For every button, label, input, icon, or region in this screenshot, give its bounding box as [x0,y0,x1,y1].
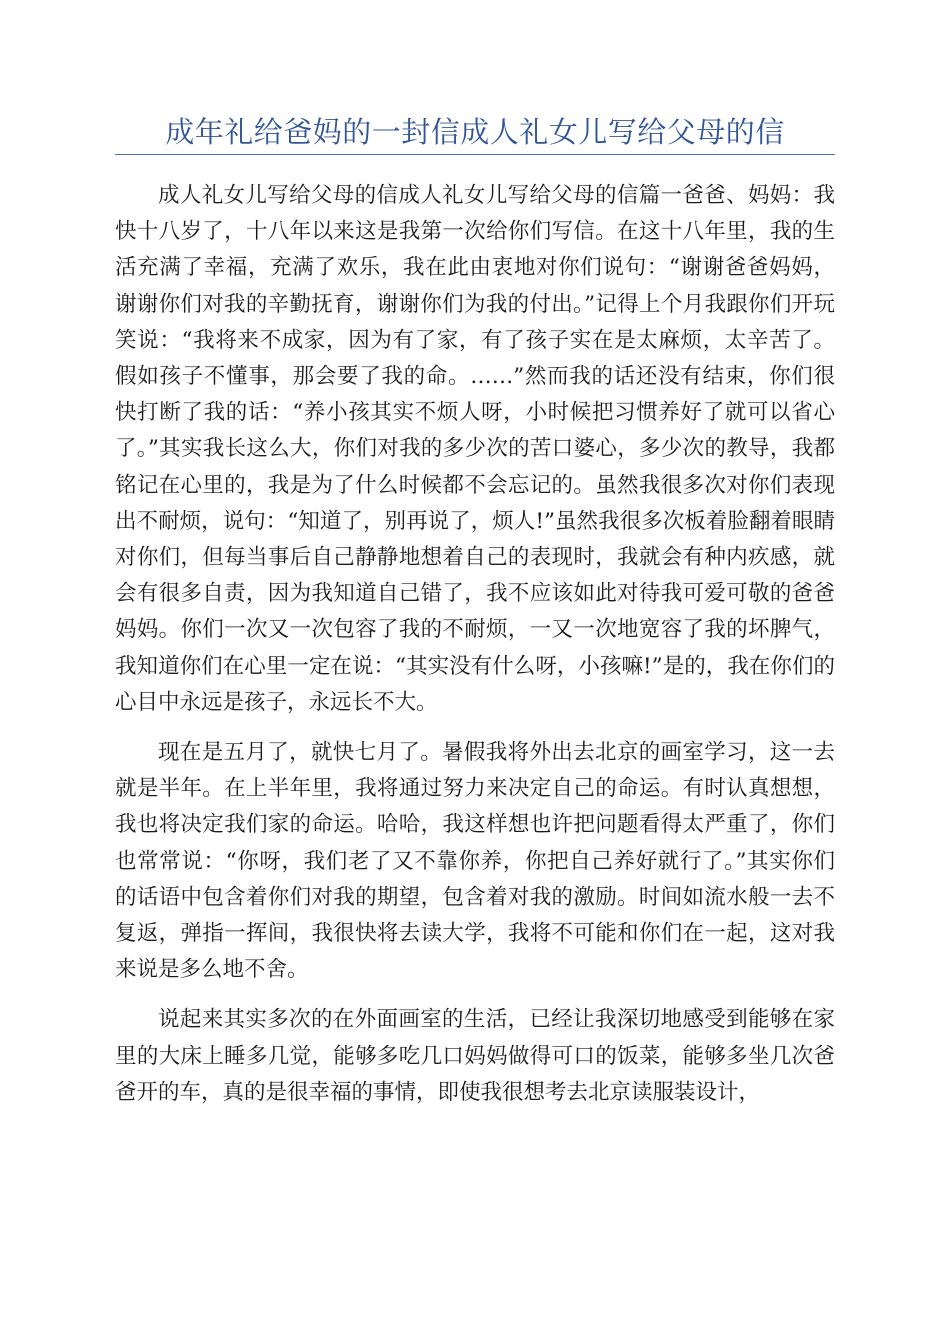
paragraph-3: 说起来其实多次的在外面画室的生活，已经让我深切地感受到能够在家里的大床上睡多几觉，能够多吃几口妈妈做得可口的饭菜，能够多坐几次爸爸开的车，真的是很幸福的事情，即使我很想考去北京读服装设计， [115,1007,835,1105]
title-underline [115,154,835,155]
document-title: 成年礼给爸妈的一封信成人礼女儿写给父母的信 [165,115,785,149]
paragraph-2: 现在是五月了，就快七月了。暑假我将外出去北京的画室学习，这一去就是半年。在上半年里，我将通过努力来决定自己的命运。有时认真想想，我也将决定我们家的命运。哈哈，我这样想也许把问题看得太严重了，你们也常常说：“你呀，我们老了又不靠你养，你把自己养好就行了。”其实你们的话语中包含着你们对我的期望，包含着对我的激励。时间如流水般一去不复返，弹指一挥间，我很快将去读大学，我将不可能和你们在一起，这对我来说是多么地不舍。 [115,740,835,983]
paragraph-1: 成人礼女儿写给父母的信成人礼女儿写给父母的信篇一爸爸、妈妈：我快十八岁了，十八年以来这是我第一次给你们写信。在这十八年里，我的生活充满了幸福，充满了欢乐，我在此由衷地对你们说句：“谢谢爸爸妈妈，谢谢你们对我的辛勤抚育，谢谢你们为我的付出。”记得上个月我跟你们开玩笑说：“我将来不成家，因为有了家，有了孩子实在是太麻烦，太辛苦了。假如孩子不懂事，那会要了我的命。……”然而我的话还没有结束，你们很快打断了我的话：“养小孩其实不烦人呀，小时候把习惯养好了就可以省心了。”其实我长这么大，你们对我的多少次的苦口婆心，多少次的教导，我都铭记在心里的，我是为了什么时候都不会忘记的。虽然我很多次对你们表现出不耐烦，说句：“知道了，别再说了，烦人!”虽然我很多次板着脸翻着眼睛对你们，但每当事后自己静静地想着自己的表现时，我就会有种内疚感，就会有很多自责，因为我知道自己错了，我不应该如此对待我可爱可敬的爸爸妈妈。你们一次又一次包容了我的不耐烦，一又一次地宽容了我的坏脾气，我知道你们在心里一定在说：“其实没有什么呀，小孩嘛!”是的，我在你们的心目中永远是孩子，永远长不大。 [115,183,835,715]
document-body [115,178,835,1125]
